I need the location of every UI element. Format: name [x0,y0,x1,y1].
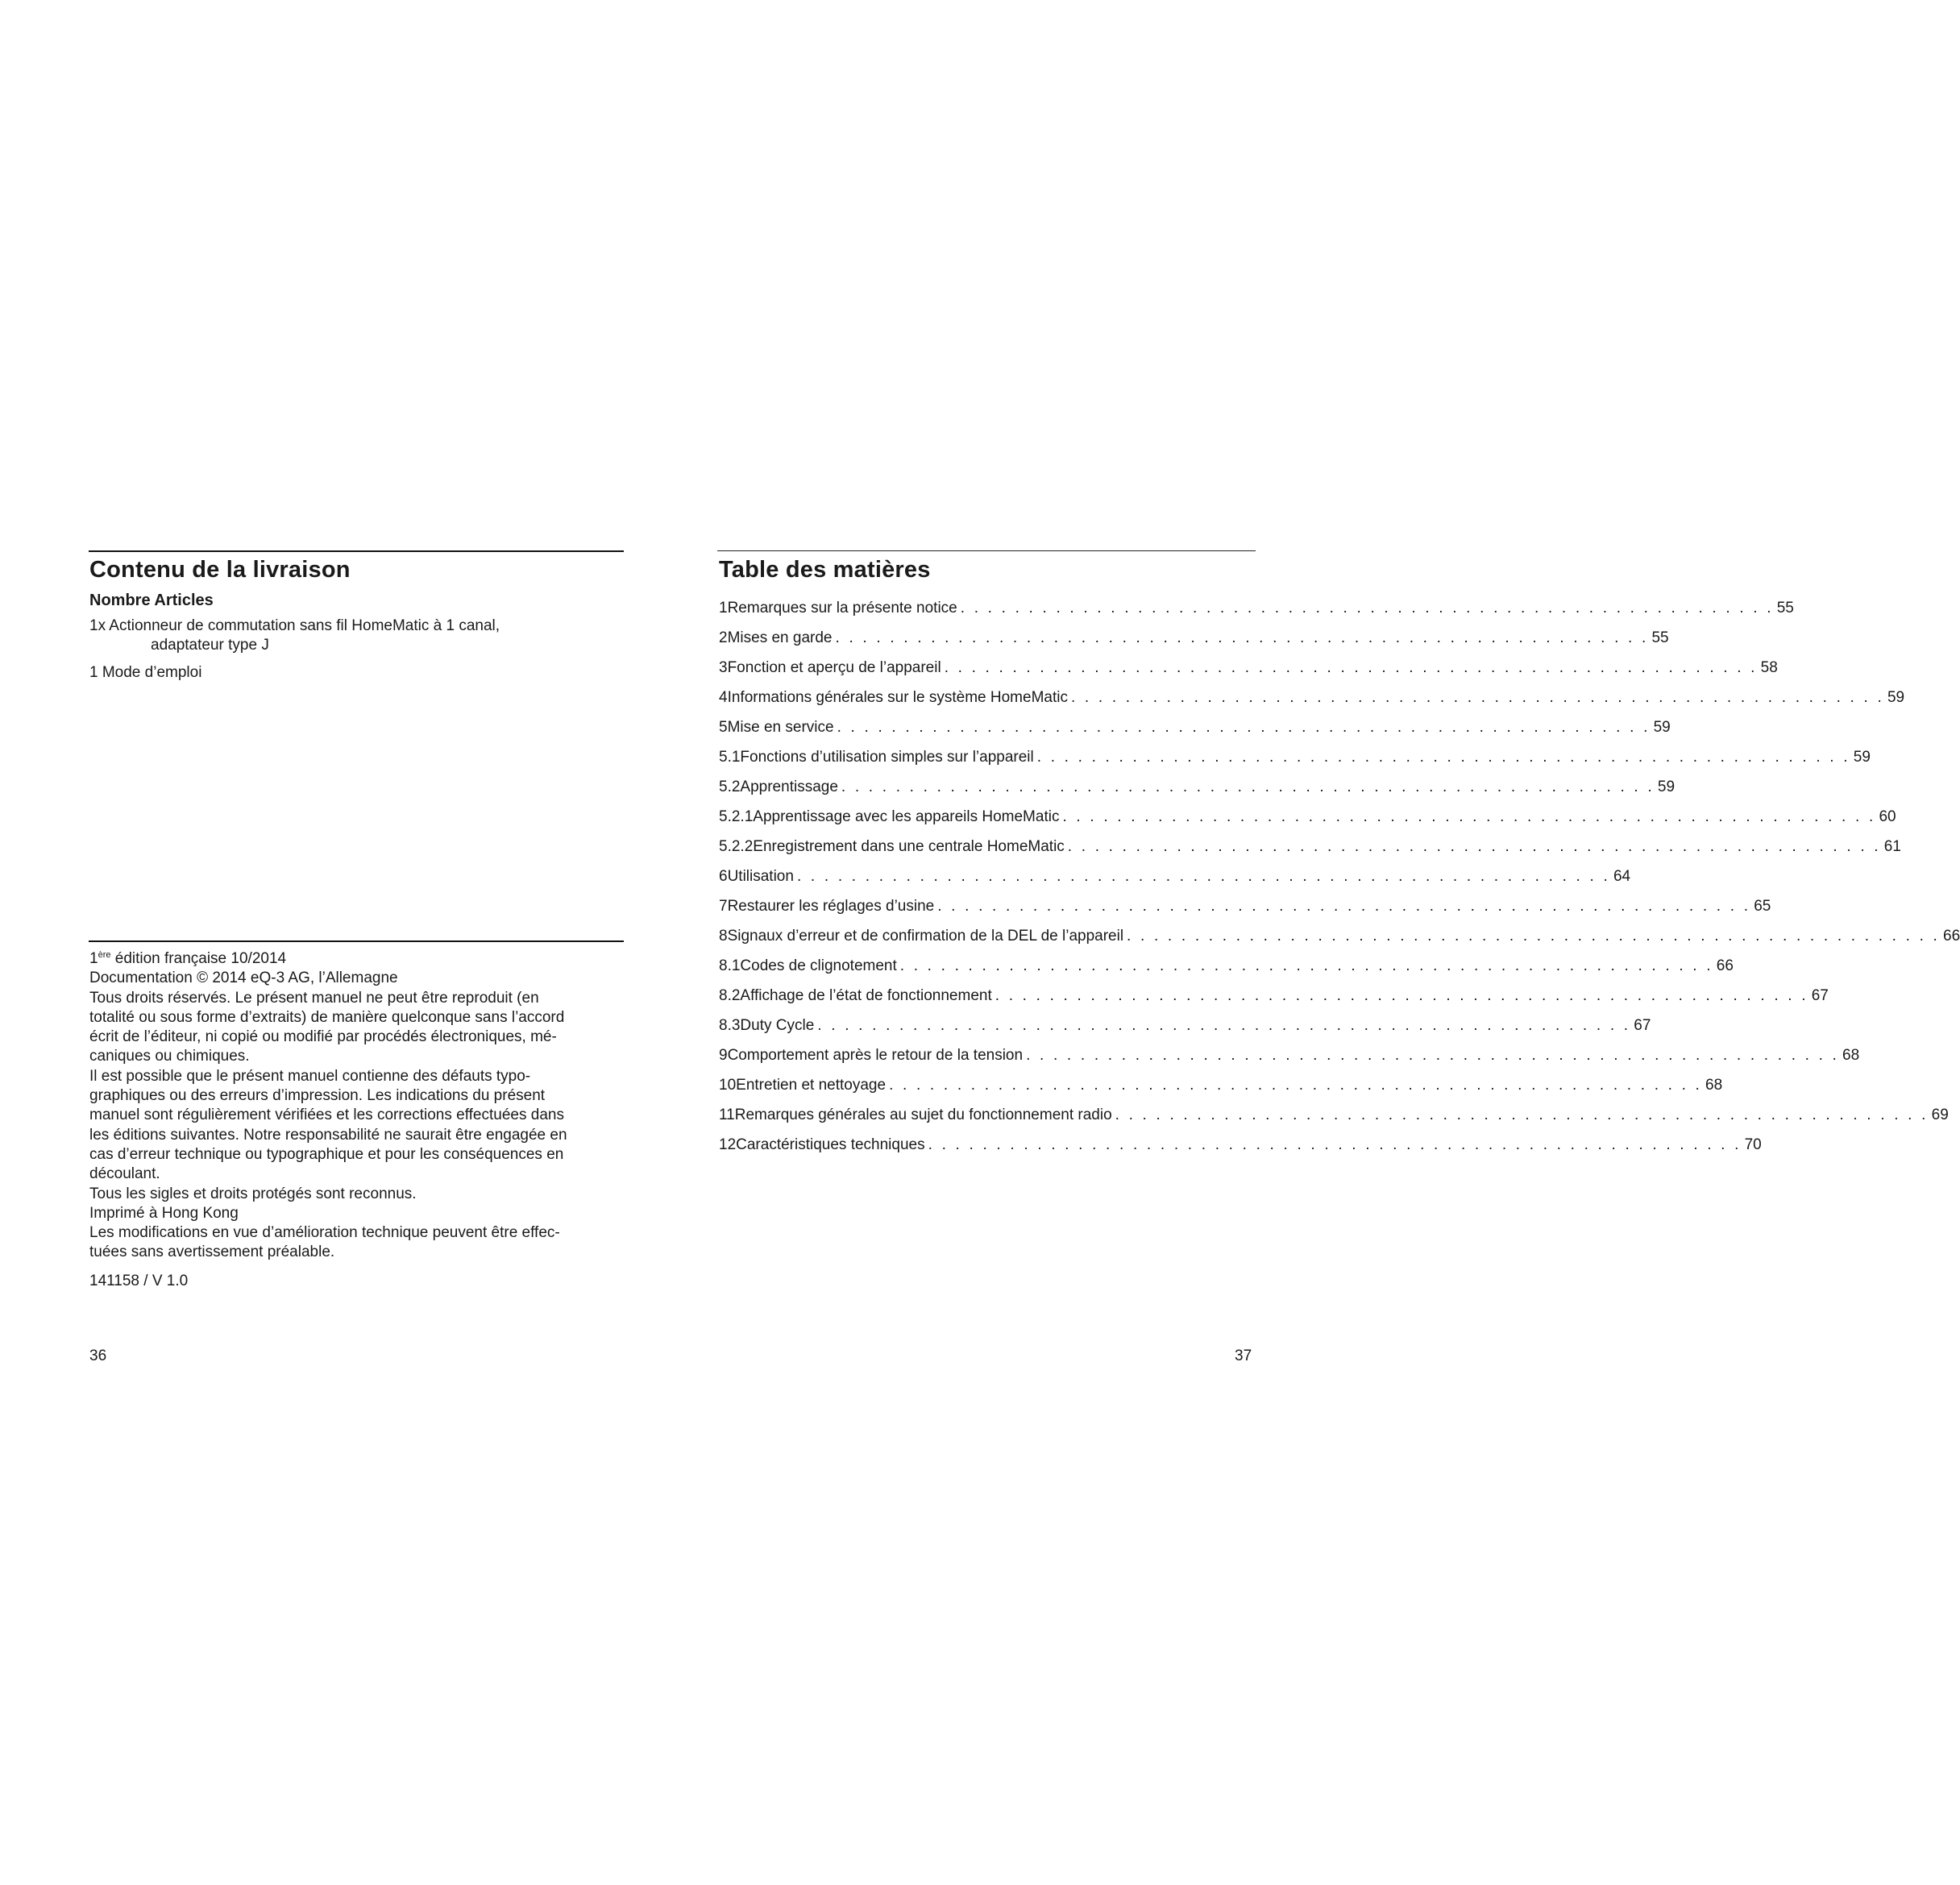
edition-number: 1 [89,950,98,967]
toc-leader-dots: . . . . . . . . . . . . . . . . . . . . . . . . . . . . . . . . . . . . . . . . . . . . . . . . . . . . . . . . . . . . [1067,837,1881,855]
page-number-right: 37 [1235,1347,1252,1364]
edition-line [89,949,621,969]
imprint-line: totalité ou sous forme d’extraits) de manière quelconque sans l’accord [89,1008,565,1026]
toc-entry[interactable] [719,981,1829,1011]
toc-entry-text: Comportement après le retour de la tension [727,1046,1024,1064]
toc-entry-number: 11 [719,1106,735,1123]
toc-entry-text: Duty Cycle [740,1016,815,1034]
edition-text: édition française 10/2014 [110,950,287,967]
version-label: 141158 / V 1.0 [89,1273,189,1289]
toc-entry-text: Mises en garde [727,629,833,646]
toc-entry[interactable] [719,593,1794,623]
toc-entry-text: Signaux d’erreur et de confirmation de la DEL de l’appareil [727,927,1124,945]
imprint-line: Il est possible que le présent manuel contienne des défauts typo- [89,1067,531,1085]
imprint-line: Documentation © 2014 eQ-3 AG, l’Allemagne [89,969,398,987]
toc-entry-page: 55 [1651,629,1669,646]
toc-entry[interactable] [719,802,1896,832]
toc-leader-dots: . . . . . . . . . . . . . . . . . . . . . . . . . . . . . . . . . . . . . . . . . . . . . . . . . . . . . . . . . . . . [1127,927,1941,945]
toc-leader-dots: . . . . . . . . . . . . . . . . . . . . . . . . . . . . . . . . . . . . . . . . . . . . . . . . . . . . . . . . . . . . [1115,1106,1929,1123]
delivery-item-line: 1 Mode d’emploi [89,664,202,681]
toc-leader-dots: . . . . . . . . . . . . . . . . . . . . . . . . . . . . . . . . . . . . . . . . . . . . . . . . . . . . . . . . . . . . [937,897,1751,915]
toc-entry[interactable] [719,742,1871,772]
toc-entry-page: 67 [1811,986,1829,1004]
toc-entry-page: 58 [1760,658,1778,676]
toc-entry[interactable] [719,921,1960,951]
delivery-item-line: 1x Actionneur de commutation sans fil HomeMatic à 1 canal, [89,617,500,634]
toc-entry[interactable] [719,1011,1651,1040]
toc-leader-dots: . . . . . . . . . . . . . . . . . . . . . . . . . . . . . . . . . . . . . . . . . . . . . . . . . . . . . . . . . . . . [796,867,1610,885]
toc-entry-text: Fonctions d’utilisation simples sur l’appareil [740,748,1034,766]
toc-entry-number: 5.1 [719,748,741,766]
toc-entry-number: 8.3 [719,1016,741,1034]
imprint-line: Imprimé à Hong Kong [89,1204,239,1222]
toc-entry-number: 6 [719,867,728,885]
toc-leader-dots: . . . . . . . . . . . . . . . . . . . . . . . . . . . . . . . . . . . . . . . . . . . . . . . . . . . . . . . . . . . . [928,1136,1742,1153]
toc-leader-dots: . . . . . . . . . . . . . . . . . . . . . . . . . . . . . . . . . . . . . . . . . . . . . . . . . . . . . . . . . . . . [837,718,1651,736]
toc-entry-page: 59 [1887,688,1905,706]
toc-entry-text: Remarques sur la présente notice [727,599,957,617]
imprint-line: Tous les sigles et droits protégés sont reconnus. [89,1185,417,1202]
toc-entry-page: 61 [1883,837,1901,855]
toc-title: Table des matières [719,557,931,583]
delivery-subheading: Nombre Articles [89,592,214,609]
toc-entry-number: 10 [719,1076,737,1094]
toc-entry-text: Restaurer les réglages d’usine [727,897,935,915]
toc-entry-page: 66 [1716,957,1734,974]
toc-entry-page: 59 [1653,718,1671,736]
toc-entry-number: 8.1 [719,957,741,974]
imprint-line: écrit de l’éditeur, ni copié ou modifié par procédés électroniques, mé- [89,1028,557,1046]
toc-entry-text: Enregistrement dans une centrale HomeMatic [753,837,1065,855]
toc-entry-page: 68 [1842,1046,1860,1064]
delivery-contents-title: Contenu de la livraison [89,557,351,583]
toc-entry-number: 8 [719,927,728,945]
toc-leader-dots: . . . . . . . . . . . . . . . . . . . . . . . . . . . . . . . . . . . . . . . . . . . . . . . . . . . . . . . . . . . . [1070,688,1884,706]
toc-entry-page: 67 [1634,1016,1651,1034]
toc-entry-text: Remarques générales au sujet du fonctionnement radio [734,1106,1112,1123]
left-top-divider [89,550,624,552]
page-number-left: 36 [89,1347,107,1364]
toc-entry-page: 55 [1776,599,1794,617]
toc-entry-text: Entretien et nettoyage [736,1076,887,1094]
toc-entry-number: 7 [719,897,728,915]
toc-entry-page: 59 [1853,748,1871,766]
toc-entry[interactable] [719,623,1669,653]
toc-entry-number: 9 [719,1046,728,1064]
toc-entry[interactable] [719,712,1671,742]
toc-leader-dots: . . . . . . . . . . . . . . . . . . . . . . . . . . . . . . . . . . . . . . . . . . . . . . . . . . . . . . . . . . . . [889,1076,1703,1094]
list-item [89,617,589,655]
toc-entry[interactable] [719,1040,1860,1070]
toc-entry[interactable] [719,1100,1949,1130]
toc-entry-number: 1 [719,599,728,617]
toc-entry-text: Caractéristiques techniques [736,1136,925,1153]
toc-leader-dots: . . . . . . . . . . . . . . . . . . . . . . . . . . . . . . . . . . . . . . . . . . . . . . . . . . . . . . . . . . . . [835,629,1649,646]
imprint-line: découlant. [89,1165,160,1183]
toc-entry-page: 60 [1879,808,1896,825]
toc-entry[interactable] [719,1070,1723,1100]
toc-entry-text: Mise en service [727,718,834,736]
toc-entry-page: 59 [1657,778,1676,795]
toc-entry[interactable] [719,862,1631,891]
imprint-line: les éditions suivantes. Notre responsabilité ne saurait être engagée en [89,1126,567,1144]
toc-entry-number: 3 [719,658,728,676]
toc-entry-text: Utilisation [727,867,794,885]
toc-entry-page: 68 [1705,1076,1723,1094]
toc-entry-number: 5.2.1 [719,808,754,825]
toc-entry-text: Codes de clignotement [740,957,897,974]
imprint-line: Tous droits réservés. Le présent manuel ne peut être reproduit (en [89,989,539,1007]
delivery-list [89,617,589,691]
right-top-divider [717,550,1256,551]
toc-entry[interactable] [719,832,1901,862]
toc-entry-number: 5 [719,718,728,736]
delivery-item-continuation: adaptateur type J [151,637,269,654]
toc-leader-dots: . . . . . . . . . . . . . . . . . . . . . . . . . . . . . . . . . . . . . . . . . . . . . . . . . . . . . . . . . . . . [841,778,1655,795]
toc-entry-number: 5.2.2 [719,837,754,855]
toc-leader-dots: . . . . . . . . . . . . . . . . . . . . . . . . . . . . . . . . . . . . . . . . . . . . . . . . . . . . . . . . . . . . [899,957,1713,974]
toc-entry-number: 2 [719,629,728,646]
toc-entry-number: 8.2 [719,986,741,1004]
toc-entry[interactable] [719,653,1778,683]
edition-superscript: ère [98,950,111,960]
toc-leader-dots: . . . . . . . . . . . . . . . . . . . . . . . . . . . . . . . . . . . . . . . . . . . . . . . . . . . . . . . . . . . . [944,658,1758,676]
toc-entry-page: 64 [1613,867,1631,885]
toc-entry-text: Informations générales sur le système HomeMatic [727,688,1068,706]
toc-entry[interactable] [719,891,1771,921]
toc-entry-page: 70 [1744,1136,1762,1153]
toc-entry[interactable] [719,1130,1762,1160]
toc-entry-page: 65 [1754,897,1771,915]
toc-entry[interactable] [719,772,1676,802]
imprint-block [89,949,621,1263]
toc-leader-dots: . . . . . . . . . . . . . . . . . . . . . . . . . . . . . . . . . . . . . . . . . . . . . . . . . . . . . . . . . . . . [1062,808,1876,825]
toc-entry-page: 66 [1943,927,1960,945]
toc-entry-text: Apprentissage avec les appareils HomeMatic [753,808,1060,825]
toc-entry-number: 4 [719,688,728,706]
imprint-line: caniques ou chimiques. [89,1048,250,1065]
toc-entry-number: 5.2 [719,778,741,795]
imprint-line: manuel sont régulièrement vérifiées et les corrections effectuées dans [89,1107,564,1124]
toc-entry-page: 69 [1931,1106,1949,1123]
toc-entry[interactable] [719,683,1905,712]
toc-leader-dots: . . . . . . . . . . . . . . . . . . . . . . . . . . . . . . . . . . . . . . . . . . . . . . . . . . . . . . . . . . . . [1026,1046,1840,1064]
left-imprint-divider [89,940,624,942]
imprint-line: cas d’erreur technique ou typographique et pour les conséquences en [89,1145,564,1163]
toc-entry-text: Affichage de l’état de fonctionnement [740,986,992,1004]
imprint-line: graphiques ou des erreurs d’impression. Les indications du présent [89,1087,546,1105]
imprint-lines [89,969,621,1262]
list-item [89,663,589,683]
toc-leader-dots: . . . . . . . . . . . . . . . . . . . . . . . . . . . . . . . . . . . . . . . . . . . . . . . . . . . . . . . . . . . . [817,1016,1631,1034]
toc-leader-dots: . . . . . . . . . . . . . . . . . . . . . . . . . . . . . . . . . . . . . . . . . . . . . . . . . . . . . . . . . . . . [995,986,1808,1004]
toc-leader-dots: . . . . . . . . . . . . . . . . . . . . . . . . . . . . . . . . . . . . . . . . . . . . . . . . . . . . . . . . . . . . [960,599,1774,617]
toc-entry[interactable] [719,951,1734,981]
toc-entry-number: 12 [719,1136,737,1153]
imprint-line: Les modifications en vue d’amélioration technique peuvent être effec- [89,1224,560,1242]
toc-entry-text: Fonction et aperçu de l’appareil [727,658,941,676]
toc-entry-text: Apprentissage [740,778,838,795]
imprint-line: tuées sans avertissement préalable. [89,1244,335,1261]
table-of-contents [719,593,1960,1160]
toc-leader-dots: . . . . . . . . . . . . . . . . . . . . . . . . . . . . . . . . . . . . . . . . . . . . . . . . . . . . . . . . . . . . [1036,748,1850,766]
